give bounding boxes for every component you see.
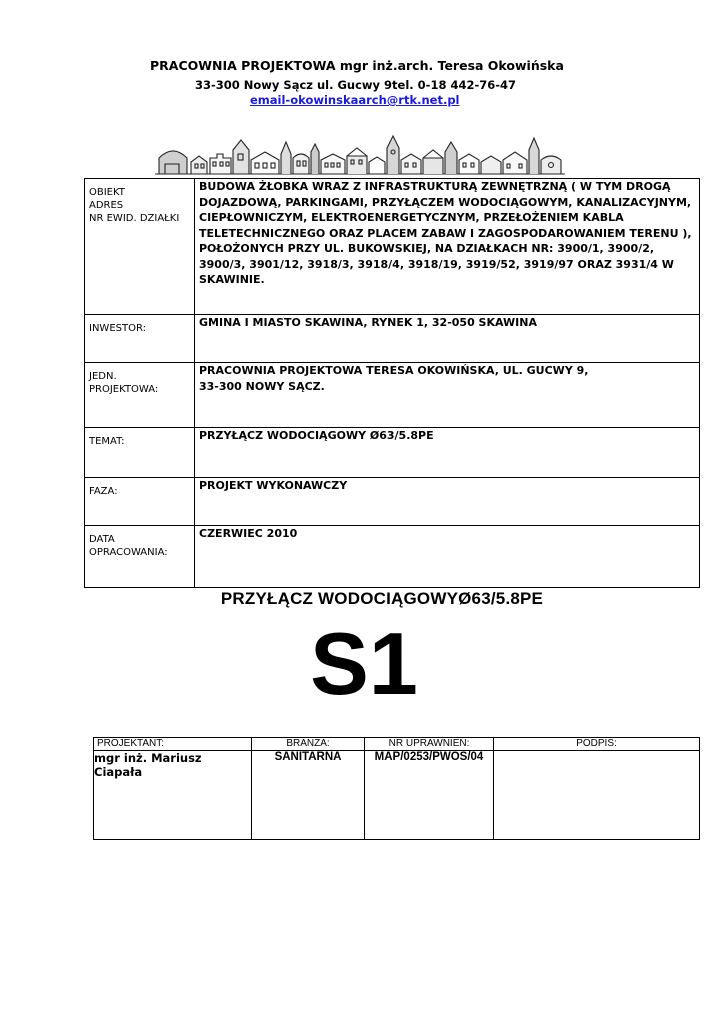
header-branch: BRANŻA: xyxy=(252,738,365,751)
town-skyline-logo xyxy=(155,130,565,176)
investor-value: GMINA I MIASTO SKAWINA, RYNEK 1, 32-050 SKAWINA xyxy=(195,315,700,363)
info-row-phase xyxy=(85,478,700,526)
firm-email-link[interactable]: email-okowinskaarch@rtk.net.pl xyxy=(250,93,460,107)
info-row-date xyxy=(85,526,700,588)
firm-address: 33-300 Nowy Sącz ul. Gucwy 9tel. 0-18 442-76-47 xyxy=(195,78,517,92)
branch-value: SANITARNA xyxy=(252,751,365,840)
date-label: DATA OPRACOWANIA: xyxy=(85,526,195,588)
signature-row xyxy=(94,751,700,840)
header-permit: NR UPRAWNIEŃ: xyxy=(365,738,494,751)
project-info-table xyxy=(84,178,700,588)
info-row-object xyxy=(85,179,700,315)
firm-name: PRACOWNIA PROJEKTOWA mgr inż.arch. Teresa Okowińska xyxy=(150,58,564,73)
object-label: OBIEKT ADRES NR EWID. DZIAŁKI xyxy=(85,179,195,315)
investor-label: INWESTOR: xyxy=(85,315,195,363)
info-row-topic xyxy=(85,428,700,478)
object-value: BUDOWA ŻŁOBKA WRAZ Z INFRASTRUKTURĄ ZEWNĘTRZNĄ ( W TYM DROGĄ DOJAZDOWĄ, PARKINGAMI, PRZYŁĄCZEM WODOCIĄGOWYM, KANALIZACYJNYM, CIEPŁOWNICZYM, ELEKTROENERGETYCZNYM, PRZEŁOŻENIEM KABLA TELETECHNICZNEGO ORAZ PLACEM ZABAW I ZAGOSPODAROWANIEM TERENU ), POŁOŻONYCH PRZY UL. BUKOWSKIEJ, NA DZIAŁKACH NR: 3900/1, 3900/2, 3900/3, 3901/12, 3918/3, 3918/4, 3918/19, 3919/52, 3919/97 ORAZ 3931/4 W SKAWINIE. xyxy=(195,179,700,315)
header-designer: PROJEKTANT: xyxy=(94,738,252,751)
signature-table xyxy=(93,737,700,840)
design-unit-value: PRACOWNIA PROJEKTOWA TERESA OKOWIŃSKA, UL. GUCWY 9, 33-300 NOWY SĄCZ. xyxy=(195,363,700,428)
designer-name: mgr inż. Mariusz Ciapała xyxy=(94,751,252,840)
topic-label: TEMAT: xyxy=(85,428,195,478)
signature-field xyxy=(494,751,700,840)
document-title: PRZYŁĄCZ WODOCIĄGOWYØ63/5.8PE xyxy=(220,589,544,608)
permit-number: MAP/0253/PWOS/04 xyxy=(365,751,494,840)
sheet-code: S1 xyxy=(310,614,418,713)
phase-value: PROJEKT WYKONAWCZY xyxy=(195,478,700,526)
date-value: CZERWIEC 2010 xyxy=(195,526,700,588)
topic-value: PRZYŁĄCZ WODOCIĄGOWY Ø63/5.8PE xyxy=(195,428,700,478)
header-signature: PODPIS: xyxy=(494,738,700,751)
signature-header-row xyxy=(94,738,700,751)
info-row-design-unit xyxy=(85,363,700,428)
phase-label: FAZA: xyxy=(85,478,195,526)
info-row-investor xyxy=(85,315,700,363)
design-unit-label: JEDN. PROJEKTOWA: xyxy=(85,363,195,428)
